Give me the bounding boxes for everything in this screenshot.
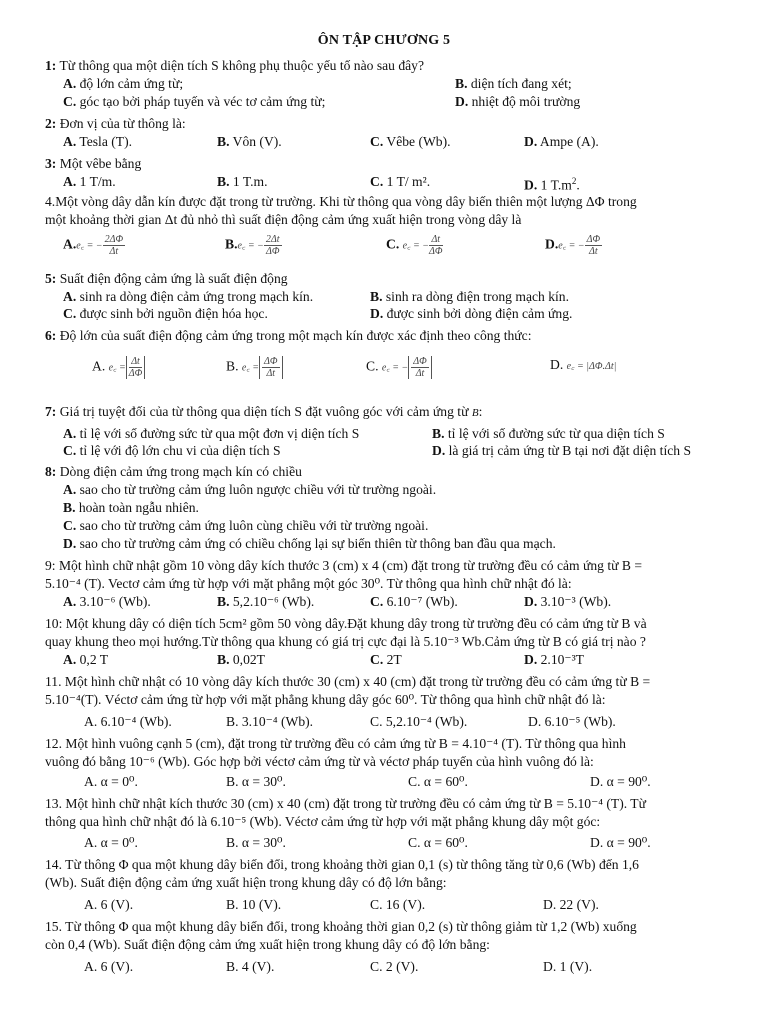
question-14-line2: (Wb). Suất điện động cảm ứng xuất hiện trong khung dây có độ lớn bằng: — [45, 875, 447, 890]
question-13-line1: 13. Một hình chữ nhật kích thước 30 (cm) x 40 (cm) đặt trong từ trường đều có cảm ứng từ B = 5.10⁻⁴ (T). Từ — [45, 796, 646, 811]
page-title: ÔN TẬP CHƯƠNG 5 — [317, 33, 451, 48]
question-13-line2: thông qua hình chữ nhật đó là 6.10⁻⁵ (Wb). Véctơ cảm ứng từ hợp với mặt phẳng khung dây một góc: — [45, 814, 601, 829]
q10-option-d[interactable]: D. 2.10⁻³T — [524, 652, 584, 667]
q6-option-a[interactable]: A. e꜀ = $\frac{\Delta t}{\Delta\Phi}$ — [92, 356, 145, 379]
q11-option-b[interactable]: B. 3.10⁻⁴ (Wb). — [226, 714, 314, 729]
q11-option-c[interactable]: C. 5,2.10⁻⁴ (Wb). — [370, 714, 468, 729]
question-8: 8: Dòng điện cảm ứng trong mạch kín có chiều — [45, 464, 302, 479]
question-11-line2: 5.10⁻⁴(T). Véctơ cảm ứng từ hợp với mặt phẳng khung dây góc 60⁰. Từ thông qua hình chữ nhật đó là: — [45, 692, 606, 707]
question-9-line1: 9: Một hình chữ nhật gồm 10 vòng dây kích thước 3 (cm) x 4 (cm) đặt trong từ trường đều có cảm ứng từ B = — [45, 558, 643, 573]
question-7: 7: Giá trị tuyệt đối của từ thông qua diện tích S đặt vuông góc với cảm ứng từ B: — [45, 404, 483, 419]
q9-option-a[interactable]: A. 3.10⁻⁶ (Wb). — [63, 594, 151, 609]
q10-option-a[interactable]: A. 0,2 T — [63, 652, 109, 667]
q7-option-d[interactable]: D. là giá trị cảm ứng từ B tại nơi đặt diện tích S — [432, 443, 692, 458]
q3-option-a[interactable]: A. 1 T/m. — [63, 174, 116, 189]
q2-option-a[interactable]: A. Tesla (T). — [63, 134, 133, 149]
q1-option-b[interactable]: B. diện tích đang xét; — [455, 76, 572, 91]
question-4-line1: 4.Một vòng dây dẫn kín được đặt trong từ trường. Khi từ thông qua vòng dây biến thiên một lượng ΔΦ trong — [45, 194, 637, 209]
question-5: 5: Suất điện động cảm ứng là suất điện động — [45, 271, 288, 286]
q11-option-a[interactable]: A. 6.10⁻⁴ (Wb). — [84, 714, 172, 729]
question-2: 2: Đơn vị của từ thông là: — [45, 116, 186, 131]
question-3: 3: Một vêbe bằng — [45, 156, 142, 171]
q10-option-b[interactable]: B. 0,02T — [217, 652, 265, 667]
question-15-line2: còn 0,4 (Wb). Suất điện động cảm ứng xuất hiện trong khung dây có độ lớn bằng: — [45, 937, 490, 952]
q6-option-c[interactable]: C. e꜀ = − $\frac{\Delta\Phi}{\Delta t}$ — [366, 356, 432, 379]
question-11-line1: 11. Một hình chữ nhật có 10 vòng dây kích thước 30 (cm) x 40 (cm) đặt trong từ trường đều có cảm ứng từ B = — [45, 674, 651, 689]
q3-option-b[interactable]: B. 1 T.m. — [217, 174, 268, 189]
q13-option-b[interactable]: B. α = 30⁰. — [226, 835, 286, 850]
q12-option-d[interactable]: D. α = 90⁰. — [590, 774, 651, 789]
q14-option-b[interactable]: B. 10 (V). — [226, 897, 282, 912]
q4-option-c[interactable]: C. e꜀ = − $\frac{\Delta t}{\Delta\Phi}$ — [386, 234, 443, 257]
q7-option-a[interactable]: A. tỉ lệ với số đường sức từ qua một đơn vị diện tích S — [63, 426, 360, 441]
q10-option-c[interactable]: C. 2T — [370, 652, 402, 667]
q3-option-c[interactable]: C. 1 T/ m². — [370, 174, 431, 189]
q4-option-a[interactable]: A.e꜀ = − $\frac{2\Delta\Phi}{\Delta t}$ — [63, 234, 124, 257]
q8-option-b[interactable]: B. hoàn toàn ngẫu nhiên. — [63, 500, 199, 515]
q13-option-d[interactable]: D. α = 90⁰. — [590, 835, 651, 850]
question-6: 6: Độ lớn của suất điện động cảm ứng trong một mạch kín được xác định theo công thức: — [45, 328, 532, 343]
q1-option-c[interactable]: C. góc tạo bởi pháp tuyến và véc tơ cảm ứng từ; — [63, 94, 326, 109]
question-1: 1: Từ thông qua một diện tích S không phụ thuộc yếu tố nào sau đây? — [45, 58, 425, 73]
q8-option-c[interactable]: C. sao cho từ trường cảm ứng luôn cùng chiều với từ trường ngoài. — [63, 518, 429, 533]
q3-option-d[interactable]: D. 1 $T.m^2$. — [524, 176, 580, 193]
q1-option-a[interactable]: A. độ lớn cảm ứng từ; — [63, 76, 184, 91]
q1-option-d[interactable]: D. nhiệt độ môi trường — [455, 94, 581, 109]
q12-option-b[interactable]: B. α = 30⁰. — [226, 774, 286, 789]
q9-option-c[interactable]: C. 6.10⁻⁷ (Wb). — [370, 594, 458, 609]
q2-option-d[interactable]: D. Ampe (A). — [524, 134, 599, 149]
q6-option-b[interactable]: B. e꜀ = $\frac{\Delta\Phi}{\Delta t}$ — [226, 356, 283, 379]
q15-option-b[interactable]: B. 4 (V). — [226, 959, 275, 974]
q13-option-c[interactable]: C. α = 60⁰. — [408, 835, 468, 850]
q5-option-d[interactable]: D. được sinh bởi dòng điện cảm ứng. — [370, 306, 573, 321]
q12-option-c[interactable]: C. α = 60⁰. — [408, 774, 468, 789]
q14-option-c[interactable]: C. 16 (V). — [370, 897, 426, 912]
q9-option-b[interactable]: B. 5,2.10⁻⁶ (Wb). — [217, 594, 315, 609]
question-12-line2: vuông đó bằng 10⁻⁶ (Wb). Góc hợp bởi véctơ cảm ứng từ và véctơ pháp tuyến của hình vuông đó là: — [45, 754, 594, 769]
q14-option-d[interactable]: D. 22 (V). — [543, 897, 599, 912]
q11-option-d[interactable]: D. 6.10⁻⁵ (Wb). — [528, 714, 616, 729]
q7-option-c[interactable]: C. tỉ lệ với độ lớn chu vi của diện tích S — [63, 443, 281, 458]
q15-option-c[interactable]: C. 2 (V). — [370, 959, 419, 974]
q8-option-d[interactable]: D. sao cho từ trường cảm ứng có chiều chống lại sự biến thiên từ thông ban đầu qua mạch. — [63, 536, 556, 551]
q15-option-d[interactable]: D. 1 (V). — [543, 959, 593, 974]
question-12-line1: 12. Một hình vuông cạnh 5 (cm), đặt trong từ trường đều có cảm ứng từ B = 4.10⁻⁴ (T). Từ thông qua hình — [45, 736, 626, 751]
q4-option-d[interactable]: D.e꜀ = − $\frac{\Delta\Phi}{\Delta t}$ — [545, 234, 601, 257]
q2-option-c[interactable]: C. Vêbe (Wb). — [370, 134, 451, 149]
q2-option-b[interactable]: B. Vôn (V). — [217, 134, 282, 149]
question-15-line1: 15. Từ thông Φ qua một khung dây biến đổi, trong khoảng thời gian 0,2 (s) từ thông giảm từ 1,2 (Wb) xuống — [45, 919, 637, 934]
question-4-line2: một khoảng thời gian Δt đủ nhỏ thì suất điện động cảm ứng xuất hiện trong vòng dây là — [45, 212, 522, 227]
q8-option-a[interactable]: A. sao cho từ trường cảm ứng luôn ngược chiều với từ trường ngoài. — [63, 482, 437, 497]
q5-option-b[interactable]: B. sinh ra dòng điện trong mạch kín. — [370, 289, 569, 304]
q13-option-a[interactable]: A. α = 0⁰. — [84, 835, 138, 850]
q14-option-a[interactable]: A. 6 (V). — [84, 897, 134, 912]
question-10-line2: quay khung theo mọi hướng.Từ thông qua khung có giá trị cực đại là 5.10⁻³ Wb.Cảm ứng từ B có giá trị nào ? — [45, 634, 646, 649]
q7-option-b[interactable]: B. tỉ lệ với số đường sức từ qua diện tích S — [432, 426, 665, 441]
question-9-line2: 5.10⁻⁴ (T). Vectơ cảm ứng từ hợp với mặt phẳng một góc 30⁰. Từ thông qua hình chữ nhật đó là: — [45, 576, 572, 591]
q5-option-c[interactable]: C. được sinh bởi nguồn điện hóa học. — [63, 306, 268, 321]
q4-option-b[interactable]: B.e꜀ = − $\frac{2\Delta t}{\Delta\Phi}$ — [225, 234, 280, 257]
q9-option-d[interactable]: D. 3.10⁻³ (Wb). — [524, 594, 612, 609]
question-14-line1: 14. Từ thông Φ qua một khung dây biến đổi, trong khoảng thời gian 0,1 (s) từ thông tăng từ 0,6 (Wb) đến 1,6 — [45, 857, 639, 872]
q5-option-a[interactable]: A. sinh ra dòng điện cảm ứng trong mạch kín. — [63, 289, 314, 304]
q12-option-a[interactable]: A. α = 0⁰. — [84, 774, 138, 789]
q15-option-a[interactable]: A. 6 (V). — [84, 959, 134, 974]
q6-option-d[interactable]: D. e꜀ = |ΔΦ.Δt| — [550, 357, 617, 372]
question-10-line1: 10: Một khung dây có diện tích 5cm² gồm 50 vòng dây.Đặt khung dây trong từ trường đều có cảm ứng từ B và — [45, 616, 647, 631]
